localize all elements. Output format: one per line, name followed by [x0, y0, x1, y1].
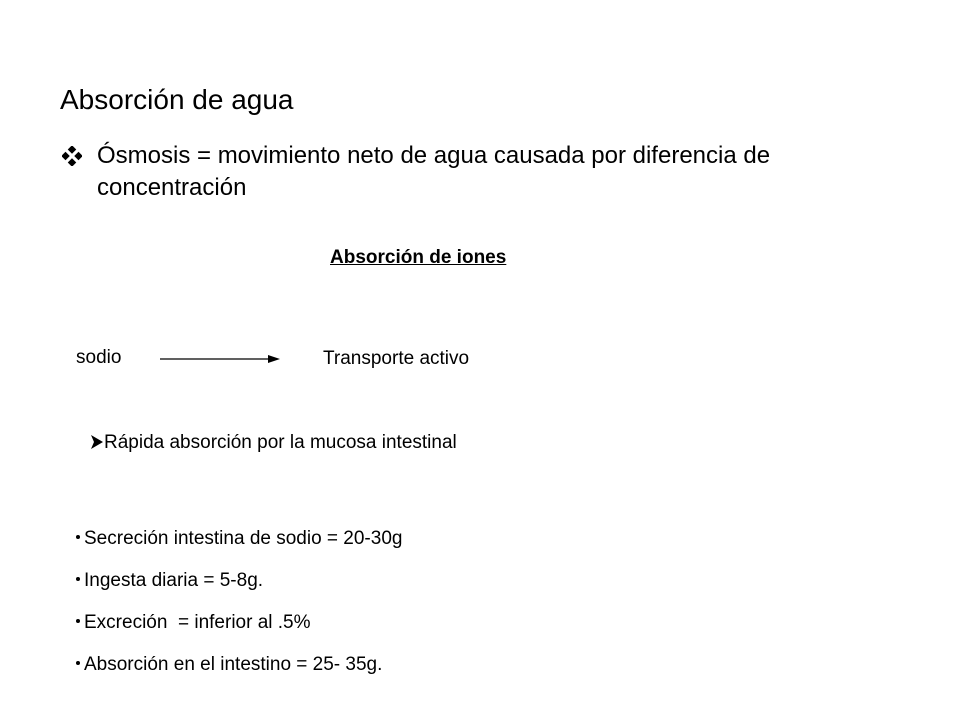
- slide-title: Absorción de agua: [60, 84, 294, 115]
- bullet-dot-icon: [76, 661, 80, 665]
- right-arrow-icon: [150, 352, 280, 366]
- sodium-facts-list: [76, 525, 402, 693]
- bullet-dot-icon: [76, 577, 80, 581]
- flow-source-label: sodio: [76, 347, 122, 368]
- section-subtitle: Absorción de iones: [330, 247, 507, 268]
- list-item: Absorción en el intestino = 25- 35g.: [76, 651, 402, 693]
- diamond-bullet-icon: [62, 146, 82, 166]
- bullet-dot-icon: [76, 619, 80, 623]
- list-item: Ingesta diaria = 5-8g.: [76, 567, 402, 609]
- bullet-dot-icon: [76, 535, 80, 539]
- flow-target-label: Transporte activo: [323, 348, 470, 369]
- list-item: Secreción intestina de sodio = 20-30g: [76, 525, 402, 567]
- osmosis-definition: Ósmosis = movimiento neto de agua causada por diferencia de concentración: [97, 142, 771, 201]
- absorption-note: Rápida absorción por la mucosa intestinal: [104, 432, 457, 453]
- list-item: Excreción = inferior al .5%: [76, 609, 402, 651]
